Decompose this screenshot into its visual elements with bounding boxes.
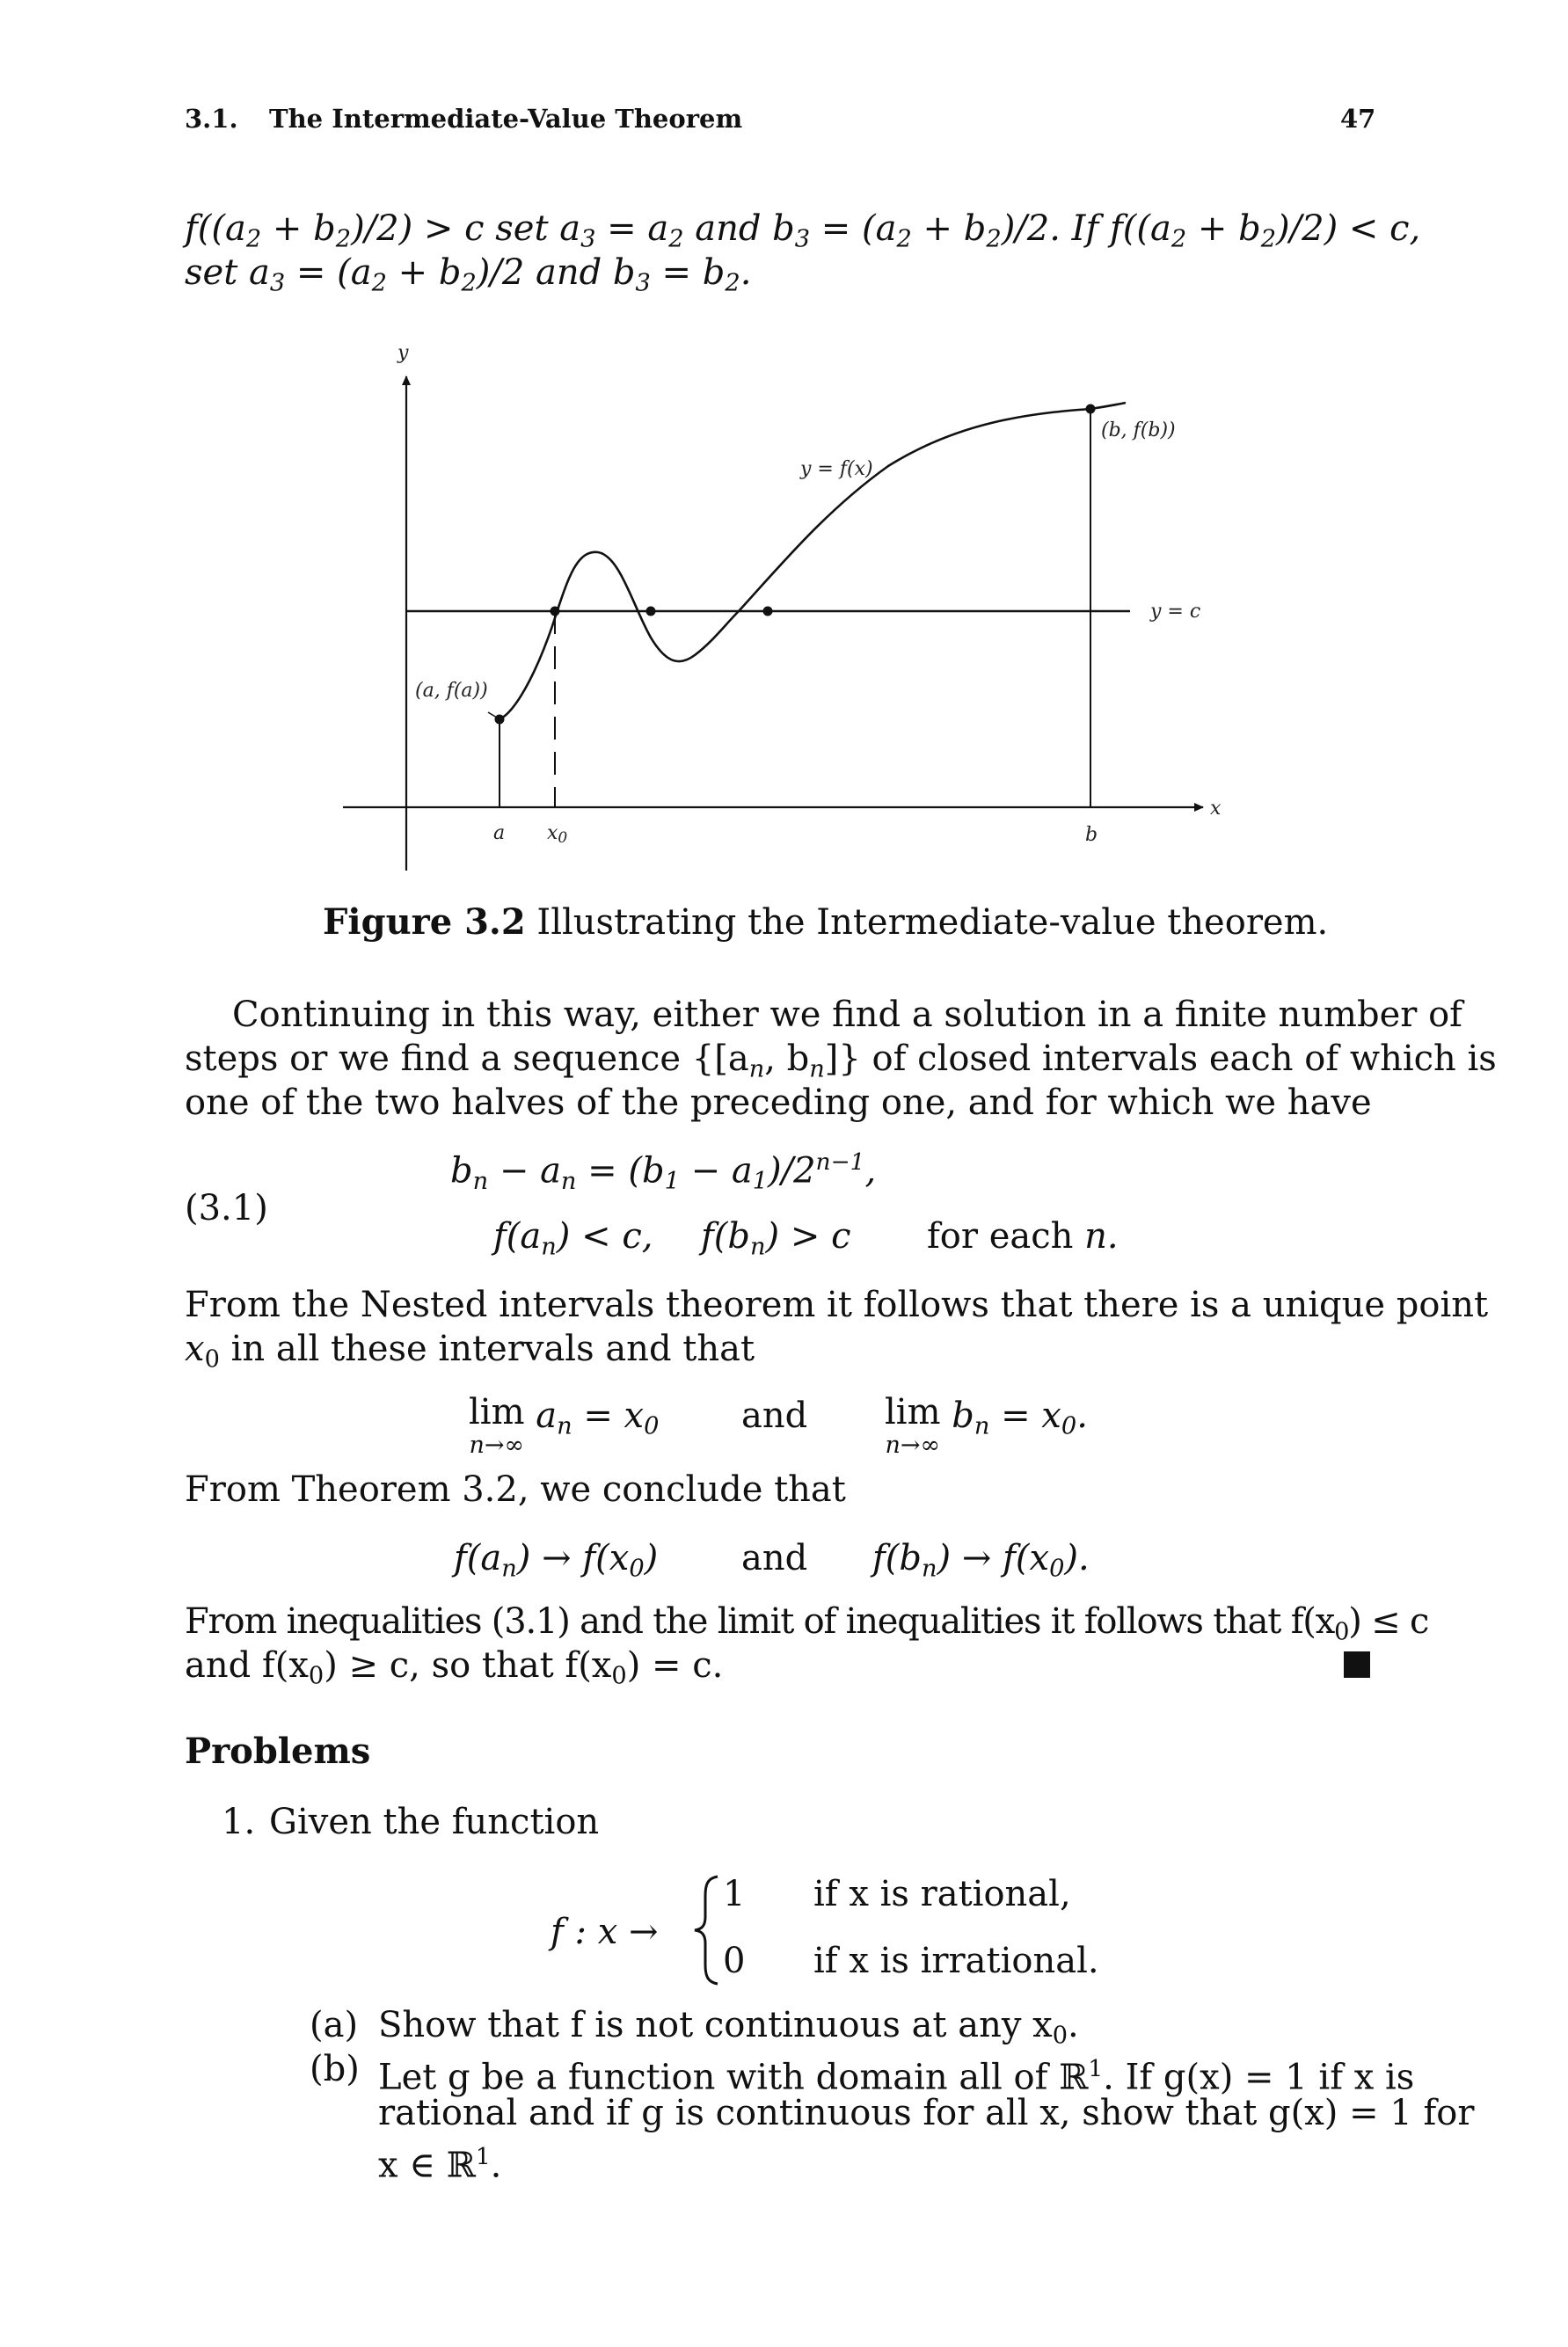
y-axis-label: y xyxy=(397,343,409,364)
figure-3-2 xyxy=(325,343,1258,879)
point-a-fa xyxy=(495,715,505,725)
case-1-condition: if x is rational, xyxy=(813,1874,1071,1914)
eq-3-1-row2-left: $f(a_n) < c$, xyxy=(493,1216,653,1261)
figure-caption: Figure 3.2 Illustrating the Intermediate-value theorem. xyxy=(323,901,1329,943)
conv-and: and xyxy=(741,1538,808,1578)
x-axis-label: x xyxy=(1210,798,1222,820)
conv-left: $f(a_n) \to f(x_0)$ xyxy=(454,1538,659,1583)
eq-3-1-row1: $b_n - a_n = (b_1 - a_1)/2^{n-1}$, xyxy=(450,1148,877,1196)
tick-label-b: b xyxy=(1085,824,1098,846)
part-a-text: Show that f is not continuous at any $x_0$. xyxy=(378,2005,1079,2050)
para2-line2: $x_0$ in all these intervals and that xyxy=(185,1329,755,1374)
intro-line-1: $f((a_2 + b_2)/2) > c$ set $a_3 = a_2$ and $b_3 = (a_2 + b_2)/2$. If $f((a_2 + b_2)/2) < c$, xyxy=(185,208,1421,253)
eq-3-1-row2-mid: $f(b_n) > c$ xyxy=(701,1216,851,1261)
point-a-label: (a, f(a)) xyxy=(415,680,488,702)
intersection-3 xyxy=(763,607,773,616)
problem-1-text: Given the function xyxy=(269,1802,600,1842)
part-a-tag: (a) xyxy=(310,2005,359,2045)
tick-label-x0: x0 xyxy=(547,822,568,847)
left-brace-icon xyxy=(691,1873,726,1987)
page-number: 47 xyxy=(1340,104,1376,134)
case-2-condition: if x is irrational. xyxy=(813,1941,1099,1981)
tick-label-a: a xyxy=(493,822,506,844)
qed-square-icon xyxy=(1344,1651,1370,1678)
part-b-line3: x ∈ ℝ$^1$. xyxy=(378,2143,502,2186)
eq-3-1-tag: (3.1) xyxy=(185,1188,268,1228)
intersection-x0 xyxy=(551,607,560,616)
section-title: The Intermediate-Value Theorem xyxy=(269,104,743,134)
para1-line2: steps or we find a sequence {[$a_n$, $b_n$]} of closed intervals each of which is xyxy=(185,1039,1497,1083)
para1-line3: one of the two halves of the preceding one, and for which we have xyxy=(185,1082,1372,1123)
point-b-fb xyxy=(1086,405,1096,414)
problem-1-number: 1. xyxy=(222,1802,256,1842)
para2-line1: From the Nested intervals theorem it follows that there is a unique point xyxy=(185,1285,1489,1325)
intro-line-2: set $a_3 = (a_2 + b_2)/2$ and $b_3 = b_2$. xyxy=(185,252,752,297)
para4-line2: and $f(x_0) \ge c$, so that $f(x_0) = c$. xyxy=(185,1645,724,1690)
para1-line1: Continuing in this way, either we find a solution in a finite number of xyxy=(232,995,1462,1035)
intersection-2 xyxy=(646,607,656,616)
curve-f-of-x xyxy=(500,403,1126,719)
part-b-line2: rational and if g is continuous for all x, show that g(x) = 1 for xyxy=(378,2093,1475,2133)
section-number: 3.1. xyxy=(185,104,238,134)
conv-right: $f(b_n) \to f(x_0)$. xyxy=(872,1538,1090,1583)
para3: From Theorem 3.2, we conclude that xyxy=(185,1469,846,1510)
eq-3-1-row2-right: for each n. xyxy=(927,1216,1119,1257)
problems-heading: Problems xyxy=(185,1731,371,1772)
limit-left: lim n→∞ $a_n = x_0$ xyxy=(469,1392,660,1459)
line-c-label: y = c xyxy=(1150,601,1201,623)
part-b-tag: (b) xyxy=(310,2049,360,2089)
case-1-value: 1 xyxy=(723,1874,746,1914)
leader-a xyxy=(488,712,497,718)
para4-line1: From inequalities (3.1) and the limit of inequalities it follows that $f(x_0) \le c$ xyxy=(185,1601,1429,1646)
limit-right: lim n→∞ $b_n = x_0$. xyxy=(885,1392,1088,1459)
part-b-line1: Let g be a function with domain all of ℝ$^1$. If g(x) = 1 if x is xyxy=(378,2055,1415,2098)
limit-and: and xyxy=(741,1396,808,1436)
case-2-value: 0 xyxy=(723,1941,746,1981)
point-b-label: (b, f(b)) xyxy=(1101,419,1176,441)
curve-label: y = f(x) xyxy=(800,458,873,480)
piecewise-lhs: f : x → xyxy=(551,1912,659,1952)
